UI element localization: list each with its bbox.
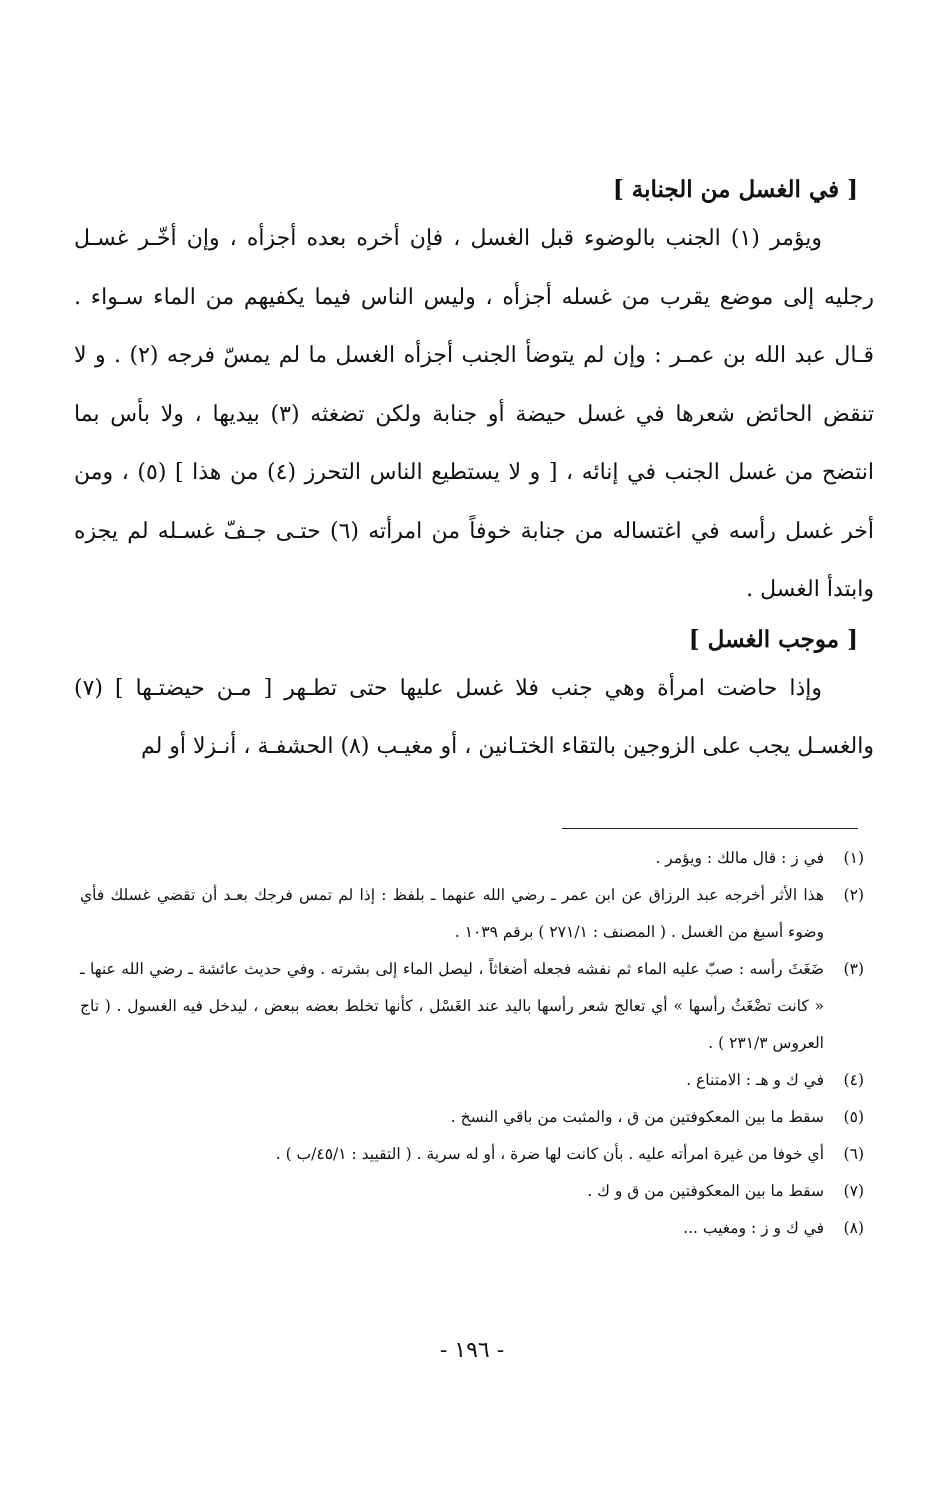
footnote bbox=[80, 1173, 864, 1210]
footnote bbox=[80, 1099, 864, 1136]
section-heading-mujib-ghusl: [ موجب الغسل ] bbox=[688, 625, 858, 653]
footnote-number: (٦) bbox=[843, 1145, 864, 1163]
footnote-separator bbox=[562, 828, 858, 829]
footnote-number: (٣) bbox=[843, 960, 864, 978]
footnote bbox=[80, 877, 864, 951]
footnote-number: (٥) bbox=[843, 1108, 864, 1126]
footnote bbox=[80, 840, 864, 877]
footnote-number: (٧) bbox=[843, 1182, 864, 1200]
footnote-text: في ك و ز : ومغيب ... bbox=[683, 1219, 824, 1237]
footnotes bbox=[80, 840, 864, 1247]
footnote-number: (٤) bbox=[843, 1071, 864, 1089]
footnote-text: سقط ما بين المعكوفتين من ق ، والمثبت من باقي النسخ . bbox=[450, 1108, 824, 1126]
footnote bbox=[80, 951, 864, 1062]
footnote bbox=[80, 1210, 864, 1247]
footnote-text: في ز : قال مالك : ويؤمر . bbox=[655, 849, 824, 867]
footnote-number: (٨) bbox=[843, 1219, 864, 1237]
footnote-text: ضَغَثَ رأسه : صبّ عليه الماء ثم نفشه فجعله أضغاثاً ، ليصل الماء إلى بشرته . وفي حديث عائشة ـ رضي الله عنها ـ « كانت تضْغَثُ رأسها » أي تعالج شعر رأسها باليد عند الغَسْل ، كأنها تخلط بعضه ببعض ، ليدخل فيه الغسول . ( تاج العروس ٢٣١/٣ ) . bbox=[80, 960, 824, 1052]
footnote-text: هذا الأثر أخرجه عبد الرزاق عن ابن عمر ـ رضي الله عنهما ـ بلفظ : إذا لم تمس فرجك بعـد أن تقضي غسلك فأي وضوء أسبغ من الغسل . ( المصنف : ٢٧١/١ ) برقم ١٠٣٩ . bbox=[80, 886, 824, 941]
footnote-number: (١) bbox=[843, 849, 864, 867]
footnote-text: أي خوفا من غيرة امرأته عليه . بأن كانت لها ضرة ، أو له سرية . ( التقييد : ٤٥/١/ب ) . bbox=[275, 1145, 824, 1163]
footnote bbox=[80, 1062, 864, 1099]
paragraph-ghusl-janaba: ويؤمر (١) الجنب بالوضوء قبل الغسل ، فإن أخره بعده أجزأه ، وإن أخّـر غسـل رجليه إلى موضع يقرب من غسله أجزأه ، وليس الناس فيما يكفيهم من الماء سـواء . قـال عبد الله بن عمـر : وإن لم يتوضأ الجنب أجزأه الغسل ما لم يمسّ فرجه (٢) . و لا تنقض الحائض شعرها في غسل حيضة أو جنابة ولكن تضغثه (٣) بيديها ، ولا بأس بما انتضح من غسل الجنب في إنائه ، [ و لا يستطيع الناس التحرز (٤) من هذا ] (٥) ، ومن أخر غسل رأسه في اغتساله من جنابة خوفاً من امرأته (٦) حتـى جـفّ غسـله لم يجزه وابتدأ الغسل . bbox=[74, 226, 875, 602]
footnote-text: سقط ما بين المعكوفتين من ق و ك . bbox=[587, 1182, 824, 1200]
main-text bbox=[74, 170, 874, 777]
page-number: - ١٩٦ - bbox=[439, 1338, 505, 1363]
footnote-number: (٢) bbox=[843, 886, 864, 904]
section-heading-ghusl-janaba: [ في الغسل من الجنابة ] bbox=[612, 176, 858, 203]
paragraph-mujib-ghusl: وإذا حاضت امرأة وهي جنب فلا غسل عليها حتى تطـهر [ مـن حيضتـها ] (٧) والغسـل يجب على الزوجين بالتقاء الختـانين ، أو مغيـب (٨) الحشفـة ، أنـزلا أو لم bbox=[74, 675, 874, 759]
footnote-text: في ك و هـ : الامتناع . bbox=[686, 1071, 824, 1089]
footnote bbox=[80, 1136, 864, 1173]
